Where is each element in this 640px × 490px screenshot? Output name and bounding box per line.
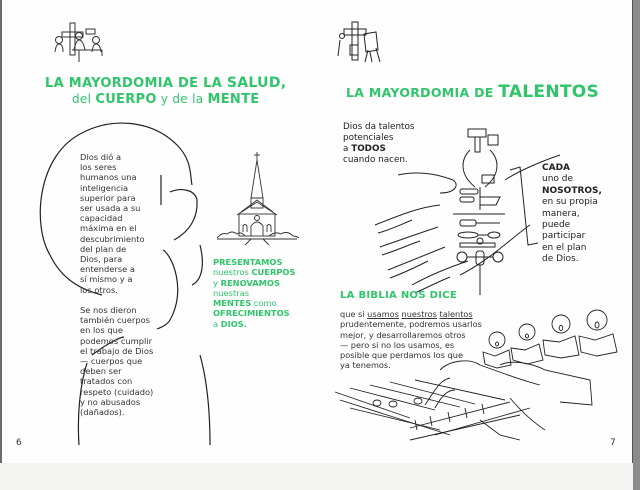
text-line: prudentemente, podremos usarlos (340, 319, 482, 330)
text-emphasis: TODOS (351, 144, 386, 154)
text-emphasis: CADA (542, 163, 571, 173)
subtitle-emphasis-cuerpo: CUERPO (95, 92, 157, 107)
text-emphasis: NOSOTROS, (542, 185, 602, 196)
callout-line: OFRECIMIENTOS (213, 308, 290, 319)
hand-with-tools-icon (320, 115, 560, 295)
church-icon (207, 150, 302, 245)
text-line: inteligencia (80, 182, 129, 193)
text-line: Dios da talentos (343, 122, 415, 132)
callout-text: a (213, 318, 221, 329)
text-line: capacidad (80, 213, 123, 224)
callout-emphasis: MENTES (213, 298, 252, 309)
text-line: tratados con (80, 376, 133, 387)
text-line: los seres (80, 162, 117, 173)
subtitle-emphasis-mente: MENTE (207, 92, 260, 107)
page-number: 6 (16, 438, 22, 448)
head-text-bodies (80, 305, 170, 417)
text-line: los otros. (80, 284, 118, 295)
text-line: uno de (542, 174, 574, 185)
text-line: deben ser (80, 366, 122, 377)
text-line: (dañados). (80, 407, 125, 418)
text-line: Dios, para (80, 254, 123, 265)
underlined-word: usamos (367, 309, 399, 319)
text-line: ya tenemos. (340, 360, 391, 371)
text-line: sí mismo y a (80, 274, 133, 285)
side-text-each-one (542, 163, 602, 266)
callout-emphasis: CUERPOS (251, 267, 296, 278)
callout-text: y (213, 277, 221, 288)
piano-hands-icon (330, 360, 600, 450)
cross-easel-icon (338, 20, 388, 62)
text-line: — cuerpos que (80, 356, 143, 367)
underlined-word: nuestros (401, 309, 437, 319)
callout-emphasis: DIOS. (220, 318, 247, 329)
text-line: de Dios. (542, 254, 579, 265)
text-line: descubrimiento (80, 233, 145, 244)
text-line: posible que perdamos los que (340, 350, 463, 361)
head-text-intelligence (80, 152, 160, 295)
text-line: y no abusados (80, 396, 141, 407)
text-line: a (343, 144, 352, 154)
text-line: humanos una (80, 172, 137, 183)
text-line: en el plan (542, 242, 587, 253)
left-page (0, 0, 320, 463)
text-line: máxima en el (80, 223, 137, 234)
text-line: puede (542, 220, 571, 231)
page-subtitle (72, 92, 259, 107)
page-number: 7 (610, 438, 616, 448)
text-line: en su propia (542, 197, 598, 208)
page-title-talentos (346, 82, 599, 102)
text-line: potenciales (343, 133, 394, 143)
text-line: podemos cumplir (80, 335, 153, 346)
text-line: también cuerpos (80, 315, 150, 326)
text-line: respeto (cuidado) (80, 386, 154, 397)
callout-text: nuestros (213, 267, 252, 278)
title-emphasis: SALUD, (226, 75, 287, 91)
text-line: — pero si no los usamos, es (340, 339, 455, 350)
title-text: LA MAYORDOMIA DE (346, 85, 499, 100)
scan-edge (633, 0, 640, 490)
text-line: entenderse a (80, 264, 135, 275)
text-line: del plan de (80, 243, 127, 254)
text-line: mejor, y desarrollaremos otros (340, 329, 466, 340)
text-line: participar (542, 231, 586, 242)
callout-text: como (251, 298, 277, 309)
text-line: Se nos dieron (80, 305, 137, 315)
text-line: cuando nacen. (343, 155, 408, 165)
subtitle-text: y de la (156, 92, 208, 106)
text-line: manera, (542, 208, 580, 219)
callout-line: nuestras (213, 287, 250, 298)
scan-background (0, 463, 640, 490)
callout-emphasis: RENOVAMOS (220, 277, 280, 288)
right-page (320, 0, 633, 463)
callout-offering (213, 257, 295, 329)
title-emphasis: TALENTOS (498, 82, 600, 102)
title-text: LA MAYORDOMIA DE LA (45, 76, 227, 91)
bible-heading: LA BIBLIA NOS DICE (340, 290, 458, 301)
text-line: que si (340, 309, 368, 319)
choir-singers-icon (475, 300, 625, 365)
page-title-salud (45, 75, 286, 91)
text-line: ser usada a su (80, 203, 141, 214)
text-line: superior para (80, 192, 136, 203)
callout-line: PRESENTAMOS (213, 257, 283, 267)
text-line: Dios dió a (80, 152, 122, 162)
cross-group-icon (52, 20, 112, 65)
underlined-word: talentos (439, 309, 473, 319)
text-line: en los que (80, 325, 123, 336)
text-line: el trabajo de Dios (80, 345, 154, 356)
subtitle-text: del (72, 92, 96, 106)
